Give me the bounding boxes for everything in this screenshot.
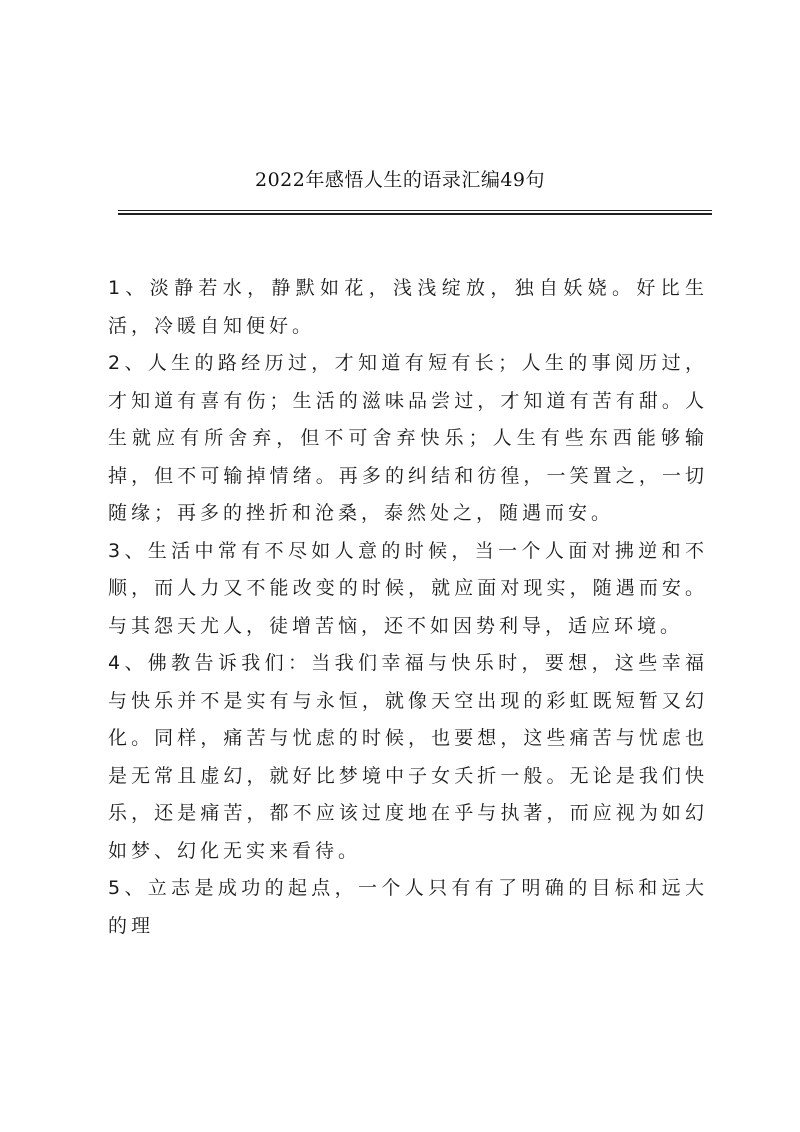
quote-paragraph-1: 1、淡静若水，静默如花，浅浅绽放，独自妖娆。好比生活，冷暖自知便好。: [108, 277, 708, 337]
quote-paragraph-3: 3、生活中常有不尽如人意的时候，当一个人面对拂逆和不顺，而人力又不能改变的时候，就应面对现实，随遇而安。与其怨天尤人，徒增苦恼，还不如因势利导，适应环境。: [108, 539, 708, 637]
title-divider-thin: [118, 210, 712, 211]
document-body: [108, 270, 708, 945]
document-title: 2022年感悟人生的语录汇编49句: [254, 169, 546, 191]
quote-paragraph-4: 4、佛教告诉我们：当我们幸福与快乐时，要想，这些幸福与快乐并不是实有与永恒，就像天空出现的彩虹既短暂又幻化。同样，痛苦与忧虑的时候，也要想，这些痛苦与忧虑也是无常且虚幻，就好比梦境中子女夭折一般。无论是我们快乐，还是痛苦，都不应该过度地在乎与执著，而应视为如幻如梦、幻化无实来看待。: [108, 652, 708, 862]
quote-paragraph-5: 5、立志是成功的起点，一个人只有有了明确的目标和远大的理: [108, 877, 708, 937]
title-divider-thick: [118, 213, 712, 215]
quote-paragraph-2: 2、人生的路经历过，才知道有短有长；人生的事阅历过，才知道有喜有伤；生活的滋味品尝过，才知道有苦有甜。人生就应有所舍弃，但不可舍弃快乐；人生有些东西能够输掉，但不可输掉情绪。再多的纠结和彷徨，一笑置之，一切随缘；再多的挫折和沧桑，泰然处之，随遇而安。: [108, 352, 708, 524]
